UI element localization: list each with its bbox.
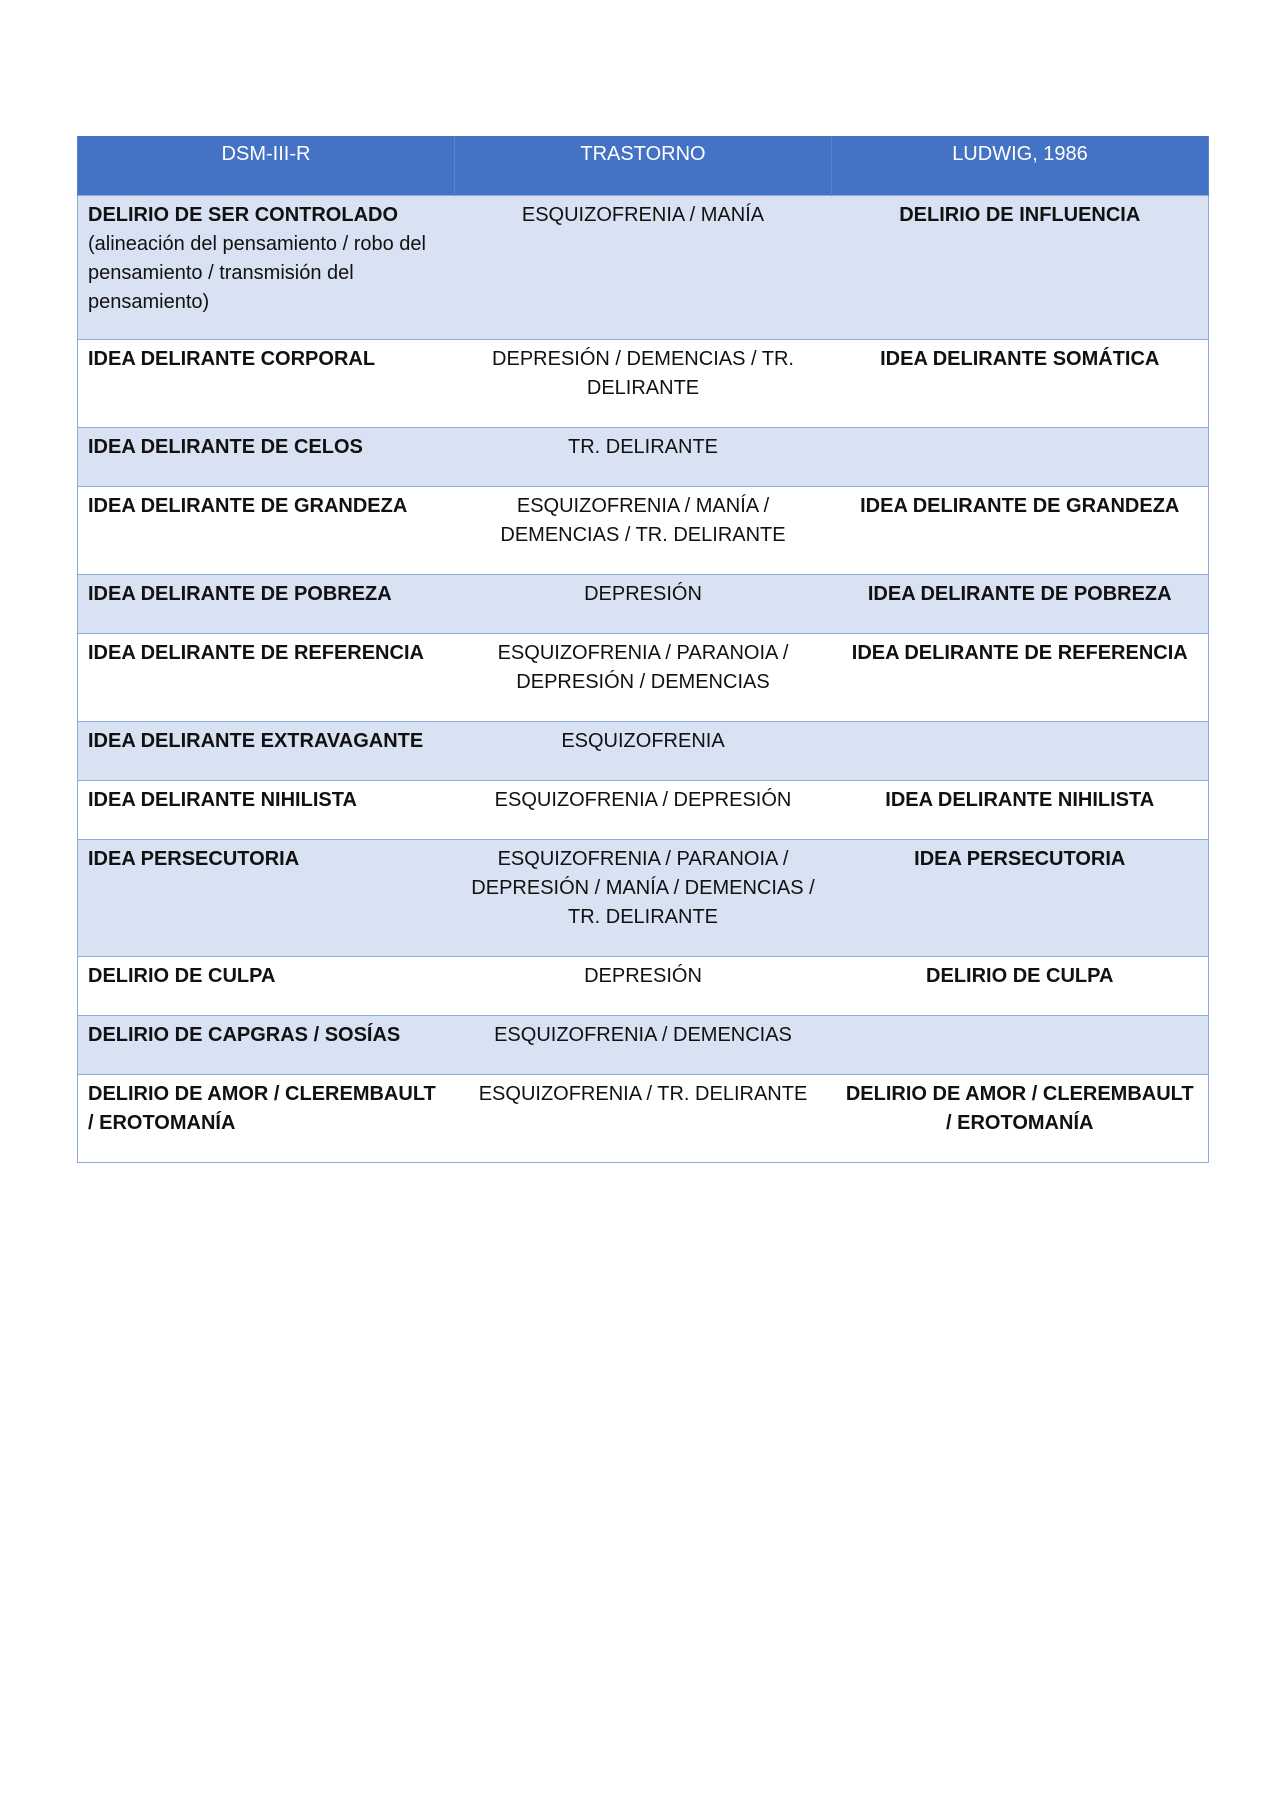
header-ludwig: LUDWIG, 1986 <box>832 136 1209 195</box>
ludwig-cell: IDEA PERSECUTORIA <box>832 839 1209 956</box>
table-header-row <box>78 136 1209 195</box>
ludwig-cell <box>832 721 1209 780</box>
disorder-cell: DEPRESIÓN <box>455 574 832 633</box>
dsm-cell <box>78 486 455 574</box>
dsm-cell <box>78 956 455 1015</box>
disorder-cell: DEPRESIÓN / DEMENCIAS / TR. DELIRANTE <box>455 339 832 427</box>
table-row <box>78 486 1209 574</box>
table-row <box>78 780 1209 839</box>
dsm-term: DELIRIO DE SER CONTROLADO <box>88 203 399 226</box>
dsm-term: IDEA DELIRANTE DE CELOS <box>88 435 363 458</box>
table-row <box>78 427 1209 486</box>
header-dsm: DSM-III-R <box>78 136 455 195</box>
ludwig-cell: IDEA DELIRANTE DE POBREZA <box>832 574 1209 633</box>
disorder-cell: DEPRESIÓN <box>455 956 832 1015</box>
dsm-term: IDEA DELIRANTE CORPORAL <box>88 347 376 370</box>
disorder-cell: ESQUIZOFRENIA <box>455 721 832 780</box>
dsm-note: (alineación del pensamiento / robo del pensamiento / transmisión del pensamiento) <box>88 232 426 313</box>
dsm-term: DELIRIO DE CAPGRAS / SOSÍAS <box>88 1023 401 1046</box>
disorder-cell: ESQUIZOFRENIA / DEPRESIÓN <box>455 780 832 839</box>
table-row <box>78 574 1209 633</box>
dsm-term: DELIRIO DE AMOR / CLEREMBAULT / EROTOMANÍA <box>88 1082 436 1134</box>
ludwig-cell <box>832 427 1209 486</box>
dsm-cell <box>78 839 455 956</box>
table-row <box>78 633 1209 721</box>
dsm-cell <box>78 721 455 780</box>
dsm-term: IDEA DELIRANTE DE GRANDEZA <box>88 494 408 517</box>
table-row <box>78 721 1209 780</box>
dsm-term: IDEA DELIRANTE DE REFERENCIA <box>88 641 424 664</box>
header-disorder: TRASTORNO <box>455 136 832 195</box>
table-row <box>78 339 1209 427</box>
ludwig-cell: IDEA DELIRANTE NIHILISTA <box>832 780 1209 839</box>
dsm-term: IDEA DELIRANTE NIHILISTA <box>88 788 357 811</box>
dsm-cell <box>78 574 455 633</box>
disorder-cell: ESQUIZOFRENIA / MANÍA / DEMENCIAS / TR. DELIRANTE <box>455 486 832 574</box>
table-row <box>78 195 1209 339</box>
disorder-cell: ESQUIZOFRENIA / PARANOIA / DEPRESIÓN / MANÍA / DEMENCIAS / TR. DELIRANTE <box>455 839 832 956</box>
disorder-cell: TR. DELIRANTE <box>455 427 832 486</box>
ludwig-cell <box>832 1015 1209 1074</box>
ludwig-cell: DELIRIO DE CULPA <box>832 956 1209 1015</box>
ludwig-cell: IDEA DELIRANTE DE GRANDEZA <box>832 486 1209 574</box>
dsm-term: IDEA DELIRANTE DE POBREZA <box>88 582 392 605</box>
dsm-term: DELIRIO DE CULPA <box>88 964 276 987</box>
disorder-cell: ESQUIZOFRENIA / DEMENCIAS <box>455 1015 832 1074</box>
delusion-classification-table <box>77 136 1209 1163</box>
table-row <box>78 1074 1209 1162</box>
ludwig-cell: DELIRIO DE INFLUENCIA <box>832 195 1209 339</box>
table-row <box>78 839 1209 956</box>
table-row <box>78 1015 1209 1074</box>
dsm-cell <box>78 427 455 486</box>
disorder-cell: ESQUIZOFRENIA / PARANOIA / DEPRESIÓN / DEMENCIAS <box>455 633 832 721</box>
dsm-cell <box>78 195 455 339</box>
dsm-cell <box>78 1074 455 1162</box>
disorder-cell: ESQUIZOFRENIA / MANÍA <box>455 195 832 339</box>
ludwig-cell: IDEA DELIRANTE SOMÁTICA <box>832 339 1209 427</box>
ludwig-cell: DELIRIO DE AMOR / CLEREMBAULT / EROTOMANÍA <box>832 1074 1209 1162</box>
dsm-term: IDEA PERSECUTORIA <box>88 847 300 870</box>
dsm-term: IDEA DELIRANTE EXTRAVAGANTE <box>88 729 424 752</box>
dsm-cell <box>78 1015 455 1074</box>
dsm-cell <box>78 339 455 427</box>
dsm-cell <box>78 780 455 839</box>
table-row <box>78 956 1209 1015</box>
dsm-cell <box>78 633 455 721</box>
disorder-cell: ESQUIZOFRENIA / TR. DELIRANTE <box>455 1074 832 1162</box>
ludwig-cell: IDEA DELIRANTE DE REFERENCIA <box>832 633 1209 721</box>
